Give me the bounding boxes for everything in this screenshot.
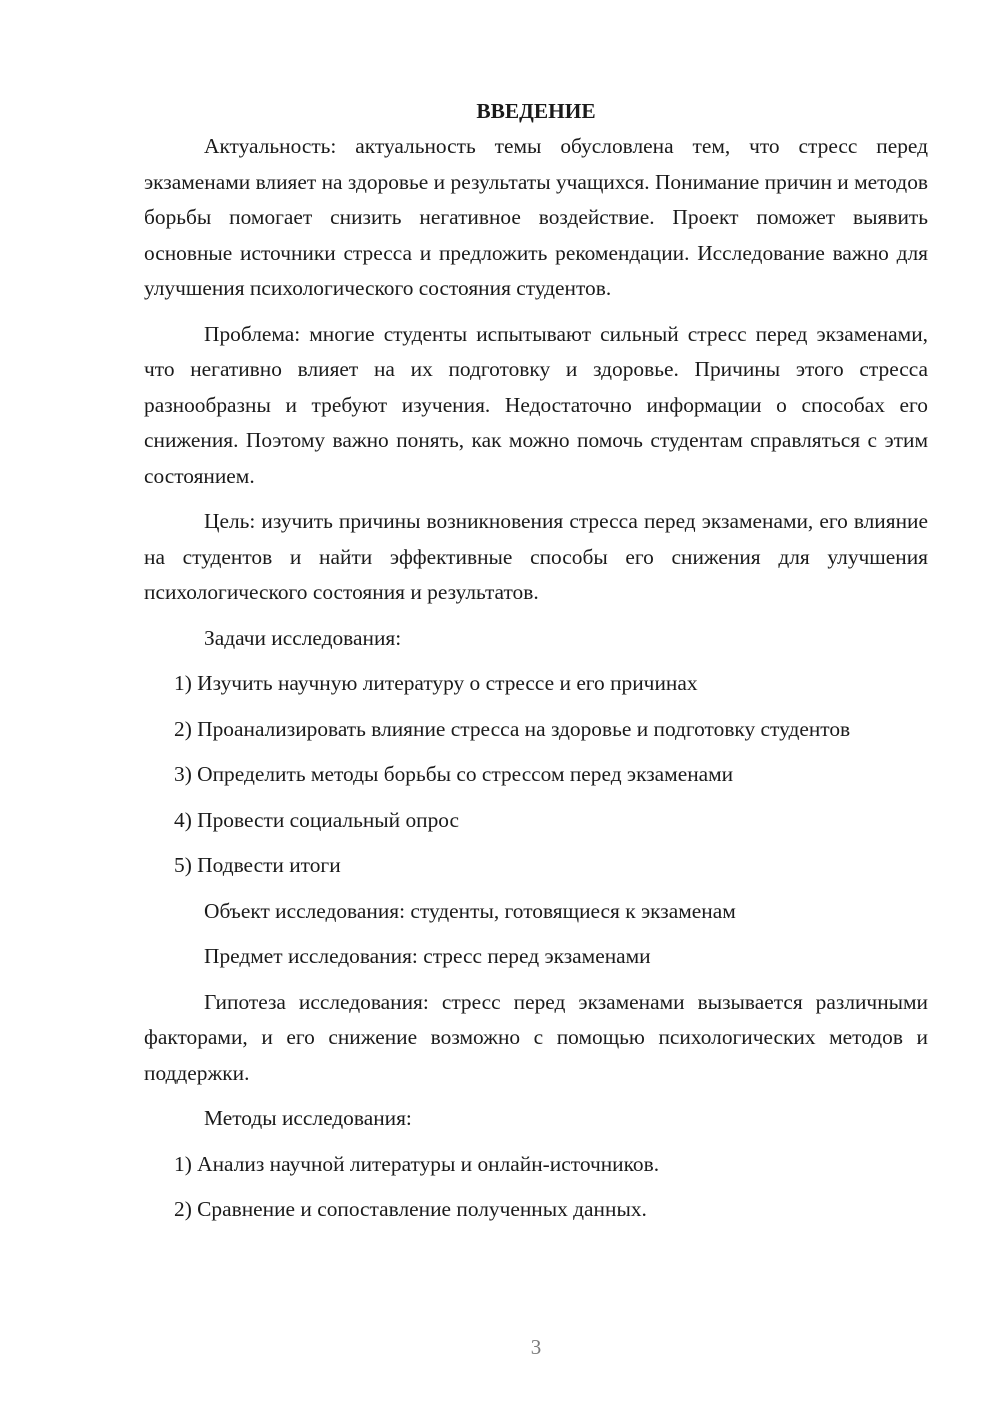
task-item: 2) Проанализировать влияние стресса на здоровье и подготовку студентов [174,716,851,741]
task-item: 4) Провести социальный опрос [174,807,460,832]
page-body [144,96,928,1238]
method-item: 1) Анализ научной литературы и онлайн-источников. [174,1151,660,1176]
page-number: 3 [530,1335,542,1359]
object-line: Объект исследования: студенты, готовящиеся к экзаменам [204,898,736,923]
task-item: 3) Определить методы борьбы со стрессом перед экзаменами [174,762,734,786]
problem-paragraph: Проблема: многие студенты испытывают сильный стресс перед экзаменами, что негативно влияет на их подготовку и здоровье. Причины этого стресса разнообразны и требуют изучения. Недостаточно информации о способах его снижения. Поэтому важно понять, как можно помочь студентам справляться с этим состоянием. [144,321,928,488]
task-item: 5) Подвести итоги [174,853,341,877]
relevance-paragraph: Актуальность: актуальность темы обусловлена тем, что стресс перед экзаменами влияет на здоровье и результаты учащихся. Понимание причин и методов борьбы помогает снизить негативное воздействие. Проект поможет выявить основные источники стресса и предложить рекомендации. Исследование важно для улучшения психологического состояния студентов. [144,134,928,300]
methods-heading: Методы исследования: [204,1106,412,1130]
hypothesis-paragraph: Гипотеза исследования: стресс перед экзаменами вызывается различными факторами, и его снижение возможно с помощью психологических методов и поддержки. [144,989,928,1085]
subject-line: Предмет исследования: стресс перед экзаменами [204,944,651,968]
method-item: 2) Сравнение и сопоставление полученных данных. [174,1197,647,1221]
goal-paragraph: Цель: изучить причины возникновения стресса перед экзаменами, его влияние на студентов и найти эффективные способы его снижения для улучшения психологического состояния и результатов. [144,509,928,604]
task-item: 1) Изучить научную литературу о стрессе и его причинах [174,671,698,695]
tasks-heading: Задачи исследования: [204,625,402,650]
section-title: ВВЕДЕНИЕ [476,99,596,123]
